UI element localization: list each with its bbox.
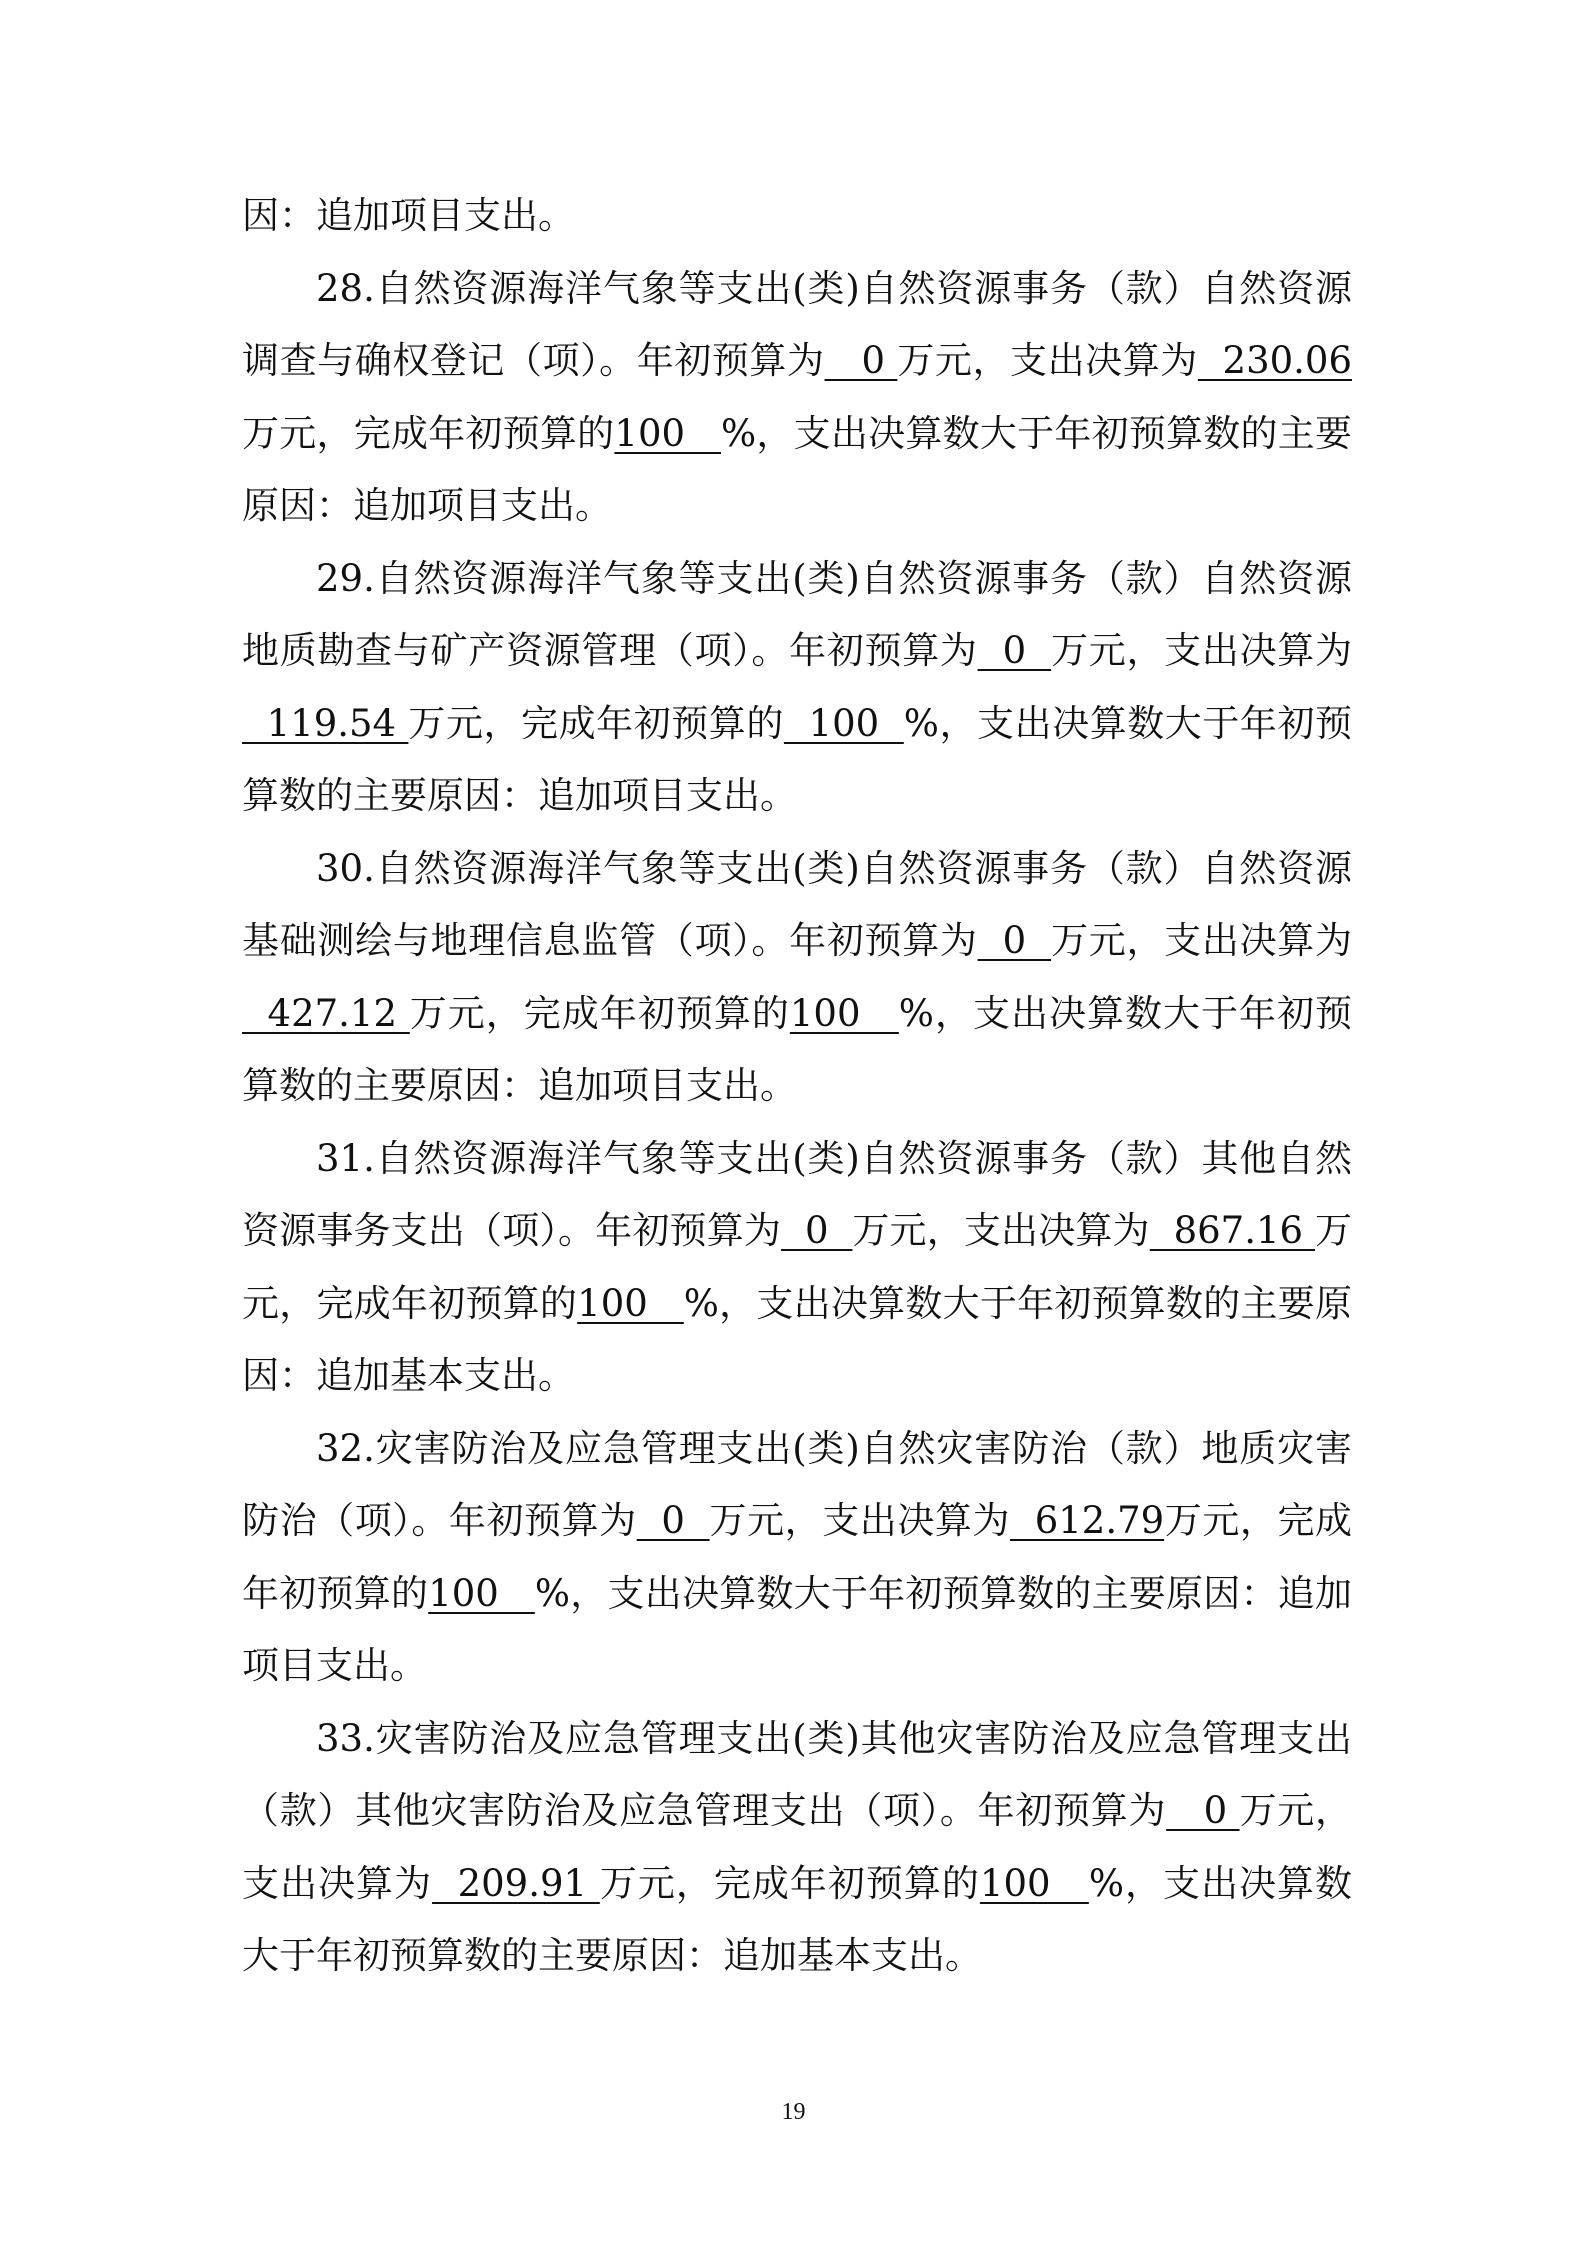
initial-budget-value: 0: [781, 1209, 853, 1252]
initial-budget-value: 0: [977, 629, 1052, 672]
paragraph-29-text: %，支出决算数大于年初预算数的主要原因：追加项目支出。: [242, 701, 1353, 817]
paragraph-29-text: 万元，完成年初预算的: [408, 701, 784, 745]
paragraph-28-text: 28.自然资源海洋气象等支出(类)自然资源事务（款）自然资源调查与确权登记（项）。年初预算为: [242, 266, 1352, 382]
completion-rate-value: 100: [979, 1861, 1089, 1905]
paragraph-32-text: 万元，支出决算为: [709, 1499, 1011, 1542]
page-number: 19: [781, 2099, 806, 2125]
paragraph-28: [242, 253, 1352, 543]
paragraph-30-text: %，支出决算数大于年初预算数的主要原因：追加项目支出。: [242, 991, 1353, 1107]
paragraph-31-text: 万元，支出决算为: [852, 1209, 1150, 1252]
paragraph-33-text: 33.灾害防治及应急管理支出(类)其他灾害防治及应急管理支出（款）其他灾害防治及应急管理支出（项）。年初预算为: [242, 1716, 1352, 1832]
paragraph-32-text: 万元，完成年初预算的: [242, 1499, 1353, 1615]
initial-budget-value: 0: [977, 919, 1052, 962]
paragraph-32: [242, 1413, 1352, 1703]
completion-rate-value: 100: [614, 411, 722, 455]
paragraph-27-tail: [242, 180, 1352, 253]
paragraph-30: [242, 833, 1352, 1123]
final-expenditure-value: 612.79: [1010, 1499, 1165, 1542]
completion-rate-value: 100: [428, 1571, 535, 1615]
paragraph-27-tail-text: 因：追加项目支出。: [242, 194, 575, 237]
paragraph-29: [242, 543, 1352, 833]
paragraph-33-text: 万元，支出决算为: [242, 1789, 1353, 1905]
final-expenditure-value: 427.12: [242, 991, 410, 1035]
final-expenditure-value: 867.16: [1149, 1209, 1315, 1252]
final-expenditure-value: 209.91: [432, 1861, 600, 1905]
completion-rate-value: 100: [577, 1281, 684, 1325]
paragraph-33-text: 万元，完成年初预算的: [599, 1861, 980, 1905]
paragraph-28-text: 万元，完成年初预算的: [242, 411, 615, 455]
paragraph-32-text: %，支出决算数大于年初预算数的主要原因：追加项目支出。: [242, 1571, 1353, 1687]
initial-budget-value: 0: [636, 1499, 710, 1542]
paragraph-28-text: %，支出决算数大于年初预算数的主要原因：追加项目支出。: [242, 411, 1353, 527]
paragraph-28-text: 万元，支出决算为: [897, 339, 1198, 382]
paragraph-29-text: 29.自然资源海洋气象等支出(类)自然资源事务（款）自然资源地质勘查与矿产资源管理（项）。年初预算为: [242, 556, 1352, 672]
paragraph-29-text: 万元，支出决算为: [1051, 629, 1353, 672]
initial-budget-value: 0: [824, 339, 898, 382]
body-text: [242, 180, 1352, 1993]
paragraph-31-text: 31.自然资源海洋气象等支出(类)自然资源事务（款）其他自然资源事务支出（项）。年初预算为: [242, 1136, 1352, 1252]
paragraph-30-text: 30.自然资源海洋气象等支出(类)自然资源事务（款）自然资源基础测绘与地理信息监管（项）。年初预算为: [242, 846, 1352, 962]
initial-budget-value: 0: [1166, 1789, 1240, 1832]
final-expenditure-value: 119.54: [242, 701, 409, 745]
paragraph-31-text: 万元，完成年初预算的: [242, 1209, 1352, 1325]
completion-rate-value: 100: [789, 991, 899, 1035]
paragraph-31: [242, 1123, 1352, 1413]
final-expenditure-value: 230.06: [1197, 339, 1352, 382]
paragraph-30-text: 万元，支出决算为: [1051, 919, 1353, 962]
paragraph-33: [242, 1703, 1352, 1993]
paragraph-33-text: %，支出决算数大于年初预算数的主要原因：追加基本支出。: [242, 1861, 1353, 1977]
completion-rate-value: 100: [783, 701, 904, 745]
paragraph-32-text: 32.灾害防治及应急管理支出(类)自然灾害防治（款）地质灾害防治（项）。年初预算为: [242, 1426, 1352, 1542]
paragraph-30-text: 万元，完成年初预算的: [409, 991, 790, 1035]
paragraph-31-text: %，支出决算数大于年初预算数的主要原因：追加基本支出。: [242, 1281, 1353, 1397]
